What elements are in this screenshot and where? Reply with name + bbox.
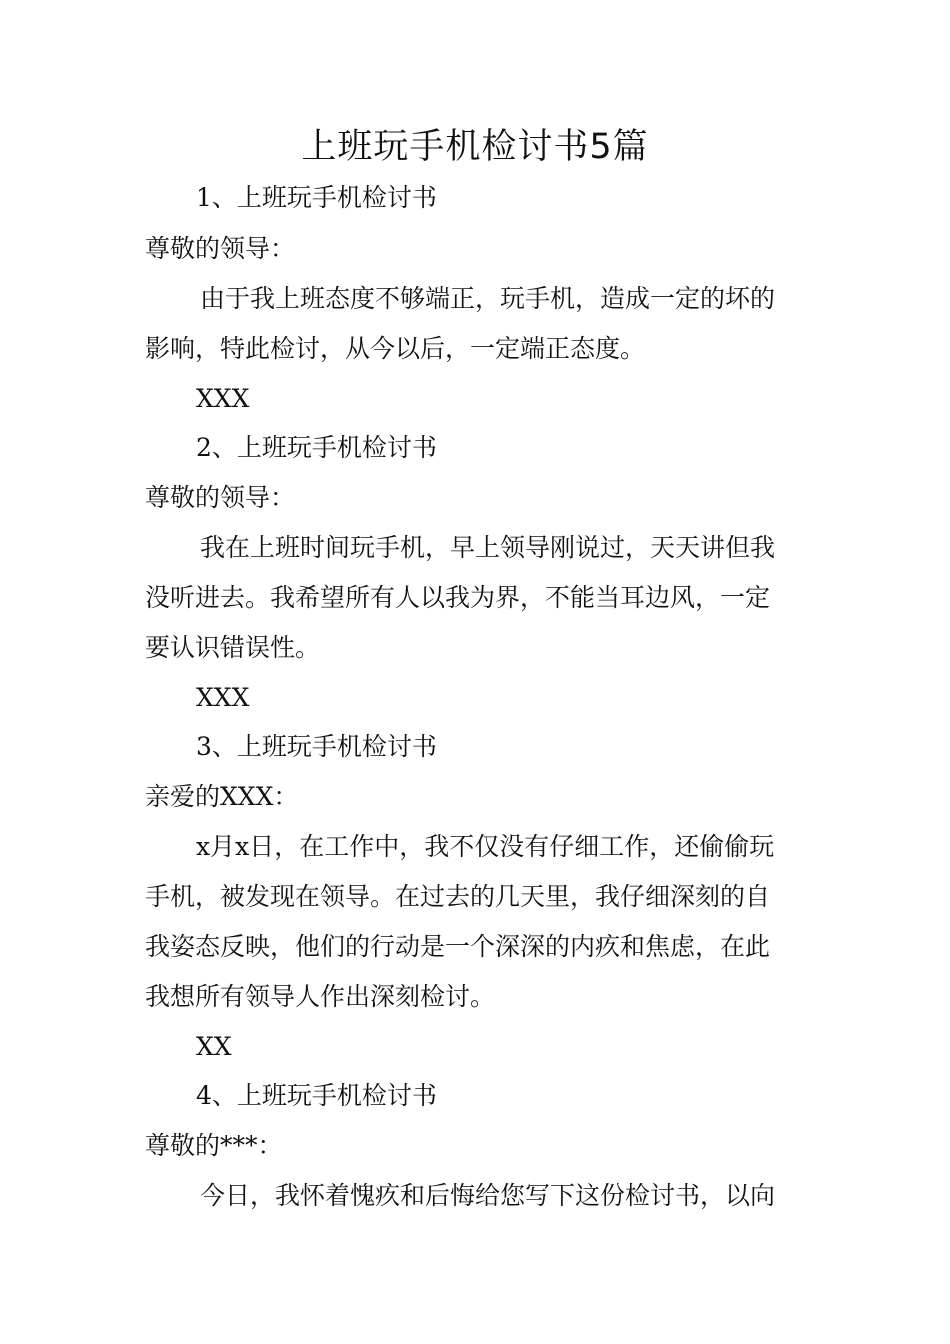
body-line: 我姿态反映，他们的行动是一个深深的内疚和焦虑，在此	[145, 932, 771, 961]
body-line: 要认识错误性。	[145, 633, 321, 662]
document-title: 上班玩手机检讨书5篇	[301, 127, 649, 167]
signature: XX	[196, 1032, 232, 1061]
body-line: 我在上班时间玩手机，早上领导刚说过，天天讲但我	[200, 533, 776, 562]
salutation: 亲爱的XXX：	[145, 782, 299, 811]
section-heading: 1、上班玩手机检讨书	[196, 183, 437, 212]
signature: XXX	[196, 384, 250, 413]
body-line: 我想所有领导人作出深刻检讨。	[145, 982, 496, 1011]
body-line: 手机，被发现在领导。在过去的几天里，我仔细深刻的自	[145, 882, 771, 911]
body-line: x月x日，在工作中，我不仅没有仔细工作，还偷偷玩	[196, 832, 775, 861]
salutation: 尊敬的领导：	[145, 234, 296, 263]
section-heading: 2、上班玩手机检讨书	[196, 433, 437, 462]
section-heading: 4、上班玩手机检讨书	[196, 1081, 437, 1110]
body-line: 由于我上班态度不够端正，玩手机，造成一定的坏的	[200, 284, 776, 313]
section-heading: 3、上班玩手机检讨书	[196, 732, 437, 761]
salutation: 尊敬的***：	[145, 1131, 283, 1160]
body-line: 没听进去。我希望所有人以我为界，不能当耳边风，一定	[145, 583, 771, 612]
body-line: 今日，我怀着愧疚和后悔给您写下这份检讨书，以向	[200, 1181, 776, 1210]
body-line: 影响，特此检讨，从今以后，一定端正态度。	[145, 334, 646, 363]
salutation: 尊敬的领导：	[145, 483, 296, 512]
signature: XXX	[196, 683, 250, 712]
